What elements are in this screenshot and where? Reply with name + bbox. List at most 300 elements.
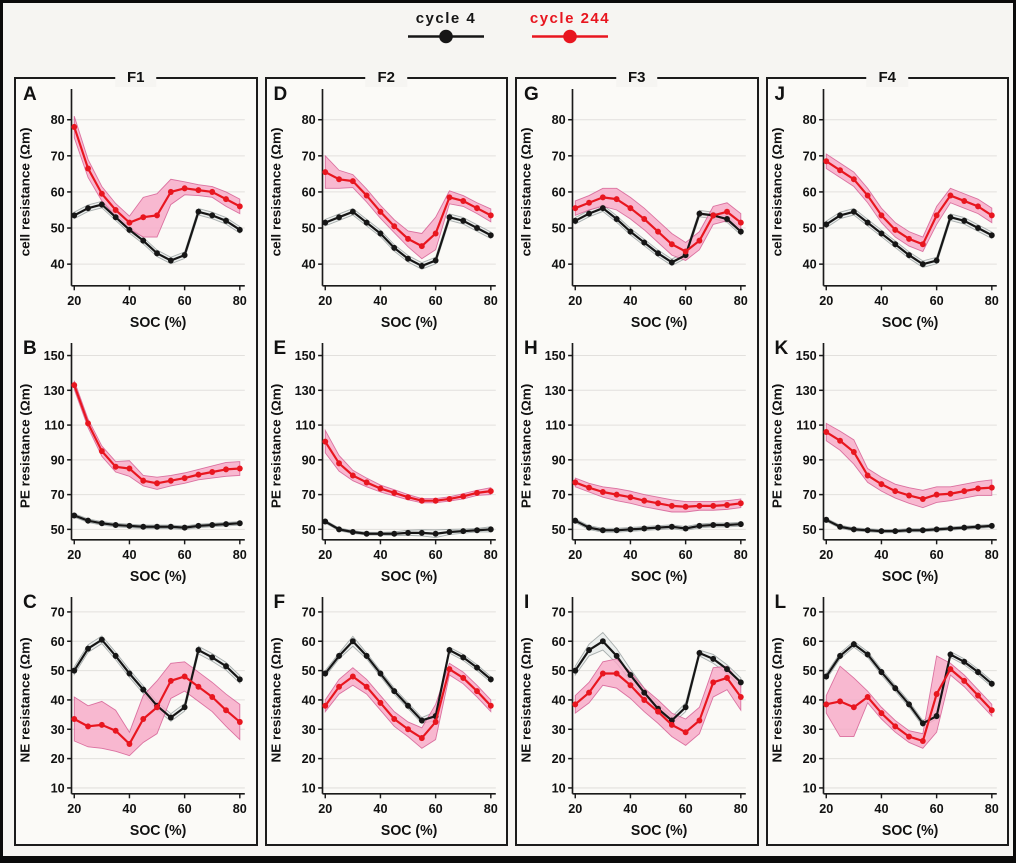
- data-point: [460, 493, 466, 499]
- y-tick-label: 50: [551, 220, 566, 236]
- data-point: [724, 675, 730, 681]
- y-tick-label: 70: [301, 604, 316, 620]
- data-point: [655, 250, 661, 256]
- data-point: [99, 722, 105, 728]
- y-tick-label: 130: [294, 382, 316, 398]
- data-point: [724, 216, 730, 222]
- data-point: [837, 698, 843, 704]
- data-point: [614, 492, 620, 498]
- y-tick-label: 30: [551, 721, 566, 737]
- data-point: [237, 719, 243, 725]
- data-point: [336, 460, 342, 466]
- data-point: [223, 218, 229, 224]
- data-point: [947, 651, 953, 657]
- data-point: [961, 659, 967, 665]
- y-tick-label: 70: [551, 486, 566, 503]
- x-tick-label: 80: [232, 546, 247, 562]
- data-point: [697, 238, 703, 244]
- y-tick-label: 60: [802, 184, 817, 200]
- data-point: [878, 710, 884, 716]
- y-tick-label: 50: [301, 662, 316, 679]
- x-axis-label: SOC (%): [881, 568, 938, 586]
- data-point: [961, 525, 967, 531]
- data-point: [140, 716, 146, 722]
- data-point: [418, 243, 424, 249]
- data-point: [349, 209, 355, 215]
- data-point: [336, 526, 342, 532]
- y-tick-label: 50: [50, 220, 65, 236]
- panel-letter-J: J: [774, 84, 786, 105]
- data-point: [182, 185, 188, 191]
- data-point: [655, 525, 661, 531]
- y-tick-label: 90: [802, 452, 817, 468]
- data-point: [223, 196, 229, 202]
- data-point: [71, 124, 77, 130]
- x-tick-label: 60: [678, 546, 693, 562]
- chart-K: [768, 336, 1008, 590]
- data-point: [572, 205, 578, 211]
- data-point: [237, 227, 243, 233]
- data-point: [209, 189, 215, 195]
- data-point: [878, 669, 884, 675]
- data-point: [961, 488, 967, 494]
- data-point: [823, 429, 829, 435]
- x-tick-label: 20: [818, 546, 833, 562]
- panel-H: [517, 336, 757, 590]
- y-tick-label: 20: [551, 750, 566, 767]
- panel-letter-E: E: [273, 338, 287, 359]
- data-point: [710, 656, 716, 662]
- x-tick-label: 80: [733, 546, 748, 562]
- y-tick-label: 40: [802, 256, 817, 272]
- data-point: [906, 701, 912, 707]
- data-point: [363, 653, 369, 659]
- x-tick-label: 80: [984, 546, 999, 562]
- data-point: [487, 703, 493, 709]
- panel-letter-G: G: [524, 84, 539, 105]
- data-point: [600, 205, 606, 211]
- data-point: [892, 685, 898, 691]
- x-tick-label: 20: [317, 800, 332, 816]
- data-point: [878, 212, 884, 218]
- data-point: [724, 666, 730, 672]
- x-tick-label: 60: [428, 800, 443, 816]
- panel-letter-D: D: [273, 84, 288, 105]
- data-point: [154, 250, 160, 256]
- chart-L: [768, 590, 1008, 844]
- data-point: [738, 694, 744, 700]
- x-tick-label: 20: [317, 292, 332, 308]
- data-point: [683, 504, 689, 510]
- data-point: [738, 521, 744, 527]
- data-point: [363, 193, 369, 199]
- x-tick-label: 40: [873, 292, 888, 308]
- data-point: [975, 524, 981, 530]
- x-tick-label: 20: [67, 800, 82, 816]
- data-point: [933, 258, 939, 264]
- data-point: [140, 478, 146, 484]
- data-point: [683, 704, 689, 710]
- x-tick-label: 40: [122, 800, 137, 816]
- data-point: [906, 252, 912, 258]
- data-point: [738, 500, 744, 506]
- data-point: [322, 671, 328, 677]
- data-point: [628, 205, 634, 211]
- y-tick-label: 80: [551, 112, 566, 128]
- data-point: [154, 704, 160, 710]
- data-point: [738, 220, 744, 226]
- x-tick-label: 40: [122, 546, 137, 562]
- band-cycle-244: [325, 156, 491, 259]
- y-tick-label: 130: [544, 382, 566, 398]
- x-tick-label: 80: [232, 800, 247, 816]
- data-point: [738, 229, 744, 235]
- x-tick-label: 80: [483, 800, 498, 816]
- data-point: [487, 488, 493, 494]
- data-point: [377, 700, 383, 706]
- x-tick-label: 80: [984, 800, 999, 816]
- column-F3: [515, 69, 759, 846]
- y-axis-label: NE resistance (Ωm): [769, 637, 785, 763]
- legend-label-cycle-244: cycle 244: [529, 10, 611, 27]
- data-point: [864, 527, 870, 533]
- data-point: [182, 475, 188, 481]
- data-point: [586, 647, 592, 653]
- column-title-F1: F1: [115, 68, 157, 87]
- data-point: [196, 209, 202, 215]
- data-point: [837, 212, 843, 218]
- data-point: [710, 522, 716, 528]
- data-point: [600, 671, 606, 677]
- data-point: [919, 527, 925, 533]
- data-point: [864, 193, 870, 199]
- data-point: [377, 671, 383, 677]
- y-tick-label: 30: [50, 721, 65, 737]
- data-point: [460, 654, 466, 660]
- data-point: [349, 529, 355, 535]
- y-tick-label: 90: [50, 452, 65, 468]
- data-point: [933, 691, 939, 697]
- data-point: [140, 524, 146, 530]
- column-title-F2: F2: [365, 68, 407, 87]
- data-point: [377, 486, 383, 492]
- data-point: [614, 653, 620, 659]
- data-point: [182, 673, 188, 679]
- data-point: [669, 524, 675, 530]
- data-point: [71, 212, 77, 218]
- data-point: [168, 715, 174, 721]
- x-axis-label: SOC (%): [380, 822, 437, 840]
- x-tick-label: 40: [873, 546, 888, 562]
- data-point: [99, 520, 105, 526]
- data-point: [336, 653, 342, 659]
- y-tick-label: 30: [301, 721, 316, 737]
- data-point: [168, 678, 174, 684]
- y-tick-label: 50: [551, 662, 566, 679]
- y-axis-label: cell resistance (Ωm): [518, 127, 534, 257]
- data-point: [446, 194, 452, 200]
- x-tick-label: 60: [177, 800, 192, 816]
- column-F2: [265, 69, 509, 846]
- x-tick-label: 80: [984, 292, 999, 308]
- data-point: [975, 225, 981, 231]
- y-tick-label: 50: [301, 220, 316, 236]
- data-point: [683, 525, 689, 531]
- data-point: [961, 198, 967, 204]
- y-tick-label: 110: [795, 417, 817, 433]
- legend-line-dot-icon: [405, 28, 487, 45]
- data-point: [99, 191, 105, 197]
- data-point: [99, 637, 105, 643]
- chart-H: [517, 336, 757, 590]
- legend-entry-cycle-244: [529, 10, 611, 45]
- y-tick-label: 80: [50, 112, 65, 128]
- data-point: [363, 684, 369, 690]
- x-tick-label: 20: [67, 546, 82, 562]
- x-tick-label: 40: [372, 546, 387, 562]
- y-tick-label: 10: [802, 780, 817, 796]
- data-point: [113, 522, 119, 528]
- x-tick-label: 80: [232, 292, 247, 308]
- data-point: [641, 690, 647, 696]
- data-point: [878, 230, 884, 236]
- data-point: [446, 496, 452, 502]
- panel-letter-L: L: [774, 592, 787, 613]
- data-point: [209, 694, 215, 700]
- data-point: [113, 728, 119, 734]
- data-point: [446, 529, 452, 535]
- data-point: [837, 524, 843, 530]
- data-point: [223, 707, 229, 713]
- data-point: [823, 221, 829, 227]
- x-tick-label: 80: [733, 800, 748, 816]
- y-tick-label: 60: [50, 633, 65, 649]
- y-tick-label: 50: [301, 521, 316, 537]
- data-point: [127, 741, 133, 747]
- y-axis-label: NE resistance (Ωm): [268, 637, 284, 763]
- data-point: [85, 205, 91, 211]
- y-tick-label: 150: [795, 347, 817, 364]
- y-tick-label: 150: [294, 347, 316, 364]
- data-point: [906, 492, 912, 498]
- y-tick-label: 40: [301, 256, 316, 272]
- data-point: [154, 212, 160, 218]
- x-tick-label: 20: [818, 292, 833, 308]
- x-tick-label: 60: [177, 292, 192, 308]
- y-tick-label: 80: [301, 112, 316, 128]
- data-point: [710, 212, 716, 218]
- y-tick-label: 60: [551, 633, 566, 649]
- y-tick-label: 50: [50, 521, 65, 537]
- data-point: [850, 209, 856, 215]
- panel-I: [517, 590, 757, 844]
- data-point: [614, 196, 620, 202]
- data-point: [391, 716, 397, 722]
- data-point: [391, 688, 397, 694]
- data-point: [655, 500, 661, 506]
- data-point: [71, 668, 77, 674]
- y-tick-label: 50: [802, 662, 817, 679]
- x-tick-label: 20: [568, 546, 583, 562]
- x-axis-label: SOC (%): [129, 568, 187, 586]
- y-tick-label: 90: [301, 452, 316, 468]
- y-tick-label: 50: [802, 220, 817, 236]
- data-point: [933, 526, 939, 532]
- data-point: [697, 650, 703, 656]
- chart-J: [768, 82, 1008, 336]
- data-point: [710, 503, 716, 509]
- data-point: [487, 212, 493, 218]
- data-point: [85, 420, 91, 426]
- data-point: [628, 672, 634, 678]
- y-axis-label: cell resistance (Ωm): [769, 127, 785, 257]
- data-point: [391, 490, 397, 496]
- data-point: [99, 202, 105, 208]
- data-point: [487, 676, 493, 682]
- x-axis-label: SOC (%): [630, 568, 688, 586]
- data-point: [113, 214, 119, 220]
- x-tick-label: 40: [372, 292, 387, 308]
- y-tick-label: 60: [301, 633, 316, 649]
- data-point: [71, 512, 77, 518]
- y-tick-label: 50: [50, 662, 65, 679]
- band-cycle-244: [575, 659, 741, 746]
- y-tick-label: 70: [802, 604, 817, 620]
- data-point: [196, 647, 202, 653]
- chart-A: [16, 82, 256, 336]
- data-point: [988, 212, 994, 218]
- x-tick-label: 20: [818, 800, 833, 816]
- data-point: [223, 521, 229, 527]
- data-point: [988, 485, 994, 491]
- x-axis-label: SOC (%): [881, 822, 938, 840]
- chart-D: [267, 82, 507, 336]
- data-point: [655, 229, 661, 235]
- data-point: [628, 494, 634, 500]
- y-tick-label: 70: [802, 486, 817, 503]
- data-point: [850, 176, 856, 182]
- data-point: [864, 220, 870, 226]
- data-point: [182, 525, 188, 531]
- data-point: [586, 200, 592, 206]
- data-point: [474, 527, 480, 533]
- data-point: [710, 679, 716, 685]
- y-tick-label: 40: [802, 692, 817, 708]
- data-point: [572, 668, 578, 674]
- data-point: [837, 653, 843, 659]
- legend-entry-cycle-4: [405, 10, 487, 45]
- data-point: [683, 248, 689, 254]
- data-point: [113, 464, 119, 470]
- data-point: [919, 738, 925, 744]
- data-point: [628, 682, 634, 688]
- panel-G: [517, 82, 757, 336]
- data-point: [947, 193, 953, 199]
- data-point: [600, 638, 606, 644]
- data-point: [196, 472, 202, 478]
- data-point: [363, 531, 369, 537]
- y-tick-label: 110: [44, 417, 65, 433]
- data-point: [405, 256, 411, 262]
- data-point: [209, 654, 215, 660]
- data-point: [988, 232, 994, 238]
- x-tick-label: 40: [372, 800, 387, 816]
- data-point: [933, 212, 939, 218]
- data-point: [377, 209, 383, 215]
- x-axis-label: SOC (%): [630, 314, 688, 332]
- data-point: [823, 701, 829, 707]
- panel-letter-K: K: [774, 338, 789, 359]
- data-point: [127, 220, 133, 226]
- data-point: [669, 241, 675, 247]
- data-point: [460, 675, 466, 681]
- data-point: [892, 528, 898, 534]
- y-tick-label: 10: [301, 780, 316, 796]
- data-point: [961, 678, 967, 684]
- band-cycle-244: [74, 381, 240, 490]
- data-point: [919, 261, 925, 267]
- panel-letter-F: F: [273, 592, 286, 613]
- data-point: [418, 263, 424, 269]
- data-point: [209, 522, 215, 528]
- data-point: [418, 717, 424, 723]
- data-point: [418, 530, 424, 536]
- data-point: [432, 230, 438, 236]
- data-point: [377, 230, 383, 236]
- data-point: [487, 232, 493, 238]
- data-point: [460, 198, 466, 204]
- panel-K: [768, 336, 1008, 590]
- data-point: [209, 212, 215, 218]
- y-axis-label: cell resistance (Ωm): [17, 127, 33, 257]
- y-tick-label: 150: [43, 347, 65, 364]
- panel-letter-C: C: [23, 592, 37, 613]
- data-point: [196, 187, 202, 193]
- data-point: [391, 531, 397, 537]
- data-point: [223, 466, 229, 472]
- y-tick-label: 60: [802, 633, 817, 649]
- data-point: [823, 673, 829, 679]
- x-tick-label: 60: [177, 546, 192, 562]
- y-tick-label: 40: [551, 256, 566, 272]
- data-point: [988, 681, 994, 687]
- data-point: [487, 526, 493, 532]
- x-tick-label: 20: [317, 546, 332, 562]
- x-tick-label: 80: [483, 292, 498, 308]
- x-tick-label: 20: [568, 292, 583, 308]
- data-point: [600, 527, 606, 533]
- x-tick-label: 60: [428, 292, 443, 308]
- data-point: [600, 489, 606, 495]
- y-tick-label: 20: [301, 750, 316, 767]
- data-point: [446, 666, 452, 672]
- data-point: [474, 490, 480, 496]
- y-axis-label: PE resistance (Ωm): [17, 383, 33, 509]
- data-point: [154, 524, 160, 530]
- data-point: [140, 238, 146, 244]
- x-axis-label: SOC (%): [630, 822, 688, 840]
- data-point: [168, 524, 174, 530]
- data-point: [336, 176, 342, 182]
- y-tick-label: 110: [294, 417, 316, 433]
- y-tick-label: 10: [50, 780, 65, 796]
- data-point: [474, 688, 480, 694]
- y-tick-label: 10: [551, 780, 566, 796]
- y-tick-label: 70: [50, 148, 65, 164]
- x-tick-label: 40: [873, 800, 888, 816]
- legend-label-cycle-4: cycle 4: [415, 10, 477, 27]
- y-tick-label: 110: [545, 417, 566, 433]
